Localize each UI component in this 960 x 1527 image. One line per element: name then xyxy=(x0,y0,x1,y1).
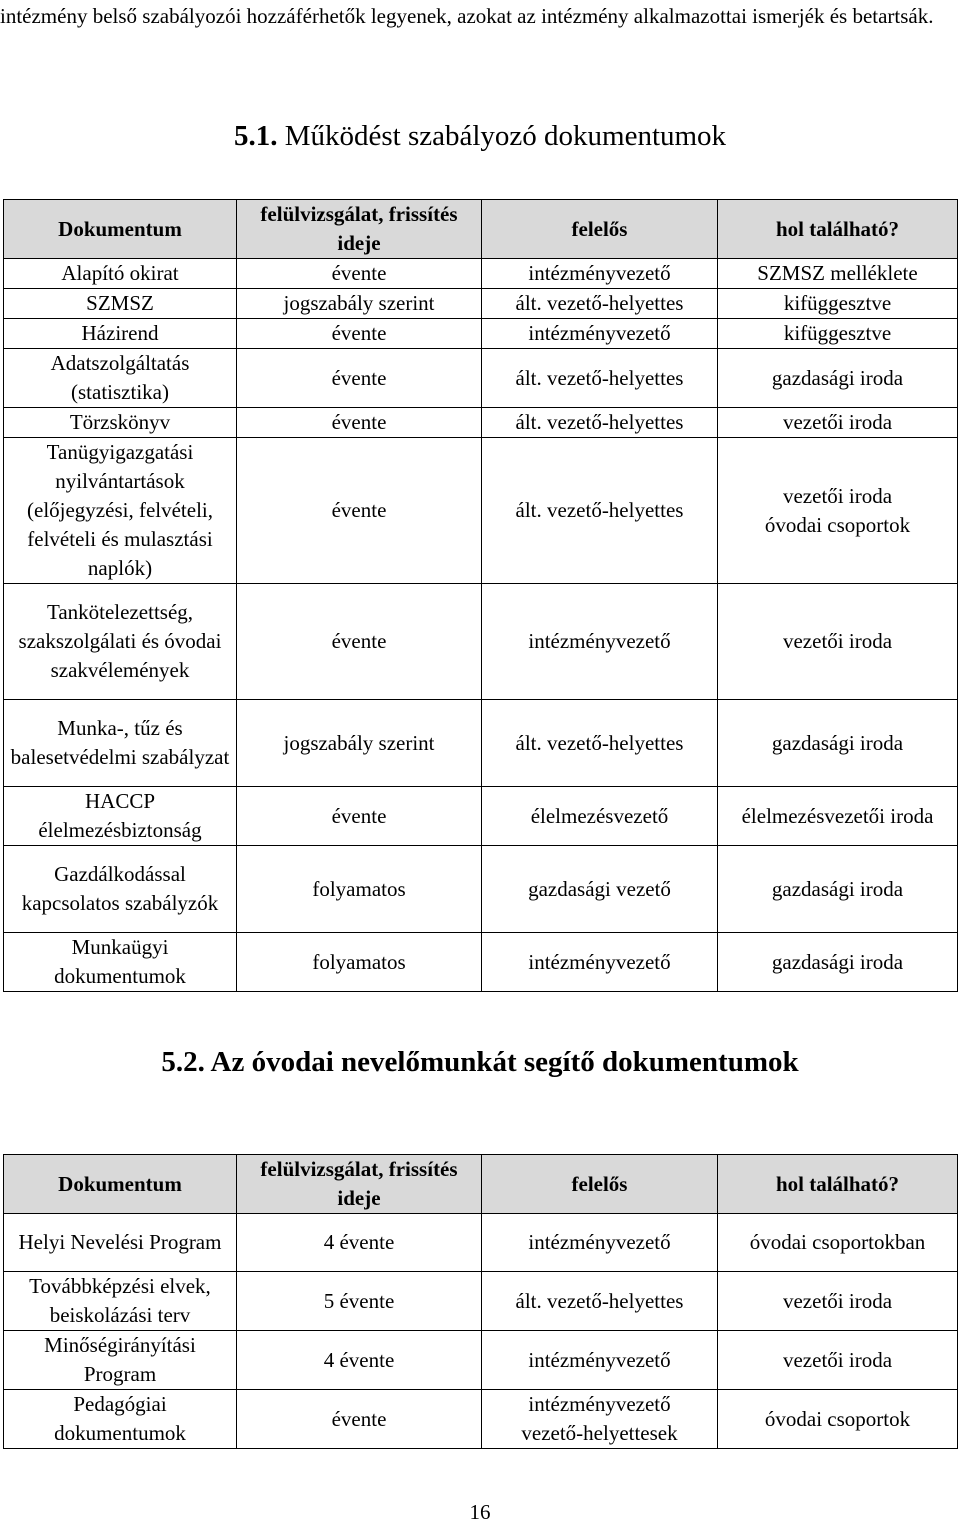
cell-line: intézményvezető xyxy=(528,1392,671,1416)
table-row xyxy=(4,700,958,787)
cell-location: óvodai csoportok xyxy=(718,1390,958,1449)
table-row xyxy=(4,259,958,289)
cell-location: gazdasági iroda xyxy=(718,700,958,787)
header-responsible: felelős xyxy=(482,200,718,259)
cell-line: vezetői iroda xyxy=(782,483,893,508)
cell-review-time: évente xyxy=(237,349,482,408)
cell-review-time: 4 évente xyxy=(237,1331,482,1390)
cell-responsible: intézményvezető xyxy=(482,584,718,700)
table-header-row xyxy=(4,200,958,259)
cell-responsible: ált. vezető-helyettes xyxy=(482,700,718,787)
table-row xyxy=(4,846,958,933)
cell-document: Pedagógiai dokumentumok xyxy=(4,1390,237,1449)
cell-document: Munkaügyi dokumentumok xyxy=(4,933,237,992)
cell-location: gazdasági iroda xyxy=(718,846,958,933)
cell-responsible: intézményvezető xyxy=(482,1331,718,1390)
cell-responsible: élelmezésvezető xyxy=(482,787,718,846)
table-row xyxy=(4,1331,958,1390)
cell-responsible: ált. vezető-helyettes xyxy=(482,349,718,408)
cell-line: óvodai csoportok xyxy=(764,512,911,537)
cell-review-time: évente xyxy=(237,584,482,700)
table-row xyxy=(4,1214,958,1272)
cell-review-time: évente xyxy=(237,438,482,584)
cell-location: óvodai csoportokban xyxy=(718,1214,958,1272)
cell-location: SZMSZ melléklete xyxy=(718,259,958,289)
cell-responsible: ált. vezető-helyettes xyxy=(482,289,718,319)
cell-review-time: évente xyxy=(237,787,482,846)
section-1-title: Működést szabályozó dokumentumok xyxy=(284,120,727,152)
cell-review-time: 4 évente xyxy=(237,1214,482,1272)
cell-location: kifüggesztve xyxy=(718,319,958,349)
cell-location: vezetői iroda xyxy=(718,1331,958,1390)
cell-document: SZMSZ xyxy=(4,289,237,319)
page-number: 16 xyxy=(469,1500,491,1524)
cell-review-time: évente xyxy=(237,408,482,438)
cell-responsible xyxy=(482,1390,718,1449)
cell-review-time: folyamatos xyxy=(237,933,482,992)
cell-responsible: intézményvezető xyxy=(482,1214,718,1272)
cell-document: Helyi Nevelési Program xyxy=(4,1214,237,1272)
cell-responsible: ált. vezető-helyettes xyxy=(482,408,718,438)
cell-location: gazdasági iroda xyxy=(718,349,958,408)
cell-location: gazdasági iroda xyxy=(718,933,958,992)
table-row xyxy=(4,349,958,408)
cell-document: Törzskönyv xyxy=(4,408,237,438)
table-row xyxy=(4,289,958,319)
header-location: hol található? xyxy=(718,200,958,259)
cell-responsible: intézményvezető xyxy=(482,933,718,992)
cell-review-time: évente xyxy=(237,1390,482,1449)
table-row xyxy=(4,319,958,349)
cell-document: Munka-, tűz és balesetvédelmi szabályzat xyxy=(4,700,237,787)
table-row xyxy=(4,408,958,438)
cell-document: Minőségirányítási Program xyxy=(4,1331,237,1390)
cell-location: vezetői iroda xyxy=(718,408,958,438)
table-header-row xyxy=(4,1155,958,1214)
header-responsible: felelős xyxy=(482,1155,718,1214)
section-1-number: 5.1. xyxy=(233,120,278,152)
cell-responsible: intézményvezető xyxy=(482,259,718,289)
cell-review-time: jogszabály szerint xyxy=(237,289,482,319)
cell-location: vezetői iroda xyxy=(718,1272,958,1331)
section-2-heading: 5.2. Az óvodai nevelőmunkát segítő dokumentumok xyxy=(161,1046,799,1078)
cell-review-time: folyamatos xyxy=(237,846,482,933)
cell-responsible: ált. vezető-helyettes xyxy=(482,438,718,584)
table-row xyxy=(4,933,958,992)
education-documents-table xyxy=(3,1154,958,1449)
cell-location: kifüggesztve xyxy=(718,289,958,319)
table-body xyxy=(4,259,958,992)
cell-review-time: évente xyxy=(237,319,482,349)
cell-document: Gazdálkodással kapcsolatos szabályzók xyxy=(4,846,237,933)
cell-location: élelmezésvezetői iroda xyxy=(718,787,958,846)
header-review-time: felülvizsgálat, frissítés ideje xyxy=(237,1155,482,1214)
cell-document: Tankötelezettség, szakszolgálati és óvodai szakvélemények xyxy=(4,584,237,700)
cell-responsible: intézményvezető xyxy=(482,319,718,349)
cell-document: HACCP élelmezésbiztonság xyxy=(4,787,237,846)
cell-location xyxy=(718,438,958,584)
intro-paragraph: intézmény belső szabályozói hozzáférhetők legyenek, azokat az intézmény alkalmazottai ismerjék és betartsák. xyxy=(0,4,934,28)
table-row xyxy=(4,1390,958,1449)
header-review-time: felülvizsgálat, frissítés ideje xyxy=(237,200,482,259)
cell-document: Házirend xyxy=(4,319,237,349)
cell-responsible: ált. vezető-helyettes xyxy=(482,1272,718,1331)
table-row xyxy=(4,1272,958,1331)
operations-documents-table xyxy=(3,199,958,992)
section-1-heading xyxy=(0,119,960,153)
table-body xyxy=(4,1214,958,1449)
header-location: hol található? xyxy=(718,1155,958,1214)
table-row xyxy=(4,584,958,700)
cell-review-time: jogszabály szerint xyxy=(237,700,482,787)
cell-line: vezető-helyettesek xyxy=(521,1421,678,1445)
cell-document: Adatszolgáltatás (statisztika) xyxy=(4,349,237,408)
cell-document: Alapító okirat xyxy=(4,259,237,289)
table-row xyxy=(4,787,958,846)
header-document: Dokumentum xyxy=(4,1155,237,1214)
table-row xyxy=(4,438,958,584)
cell-responsible: gazdasági vezető xyxy=(482,846,718,933)
cell-location: vezetői iroda xyxy=(718,584,958,700)
header-document: Dokumentum xyxy=(4,200,237,259)
cell-review-time: 5 évente xyxy=(237,1272,482,1331)
cell-document: Tanügyigazgatási nyilvántartások (előjegyzési, felvételi, felvételi és mulasztási naplók) xyxy=(4,438,237,584)
cell-document: Továbbképzési elvek, beiskolázási terv xyxy=(4,1272,237,1331)
cell-review-time: évente xyxy=(237,259,482,289)
